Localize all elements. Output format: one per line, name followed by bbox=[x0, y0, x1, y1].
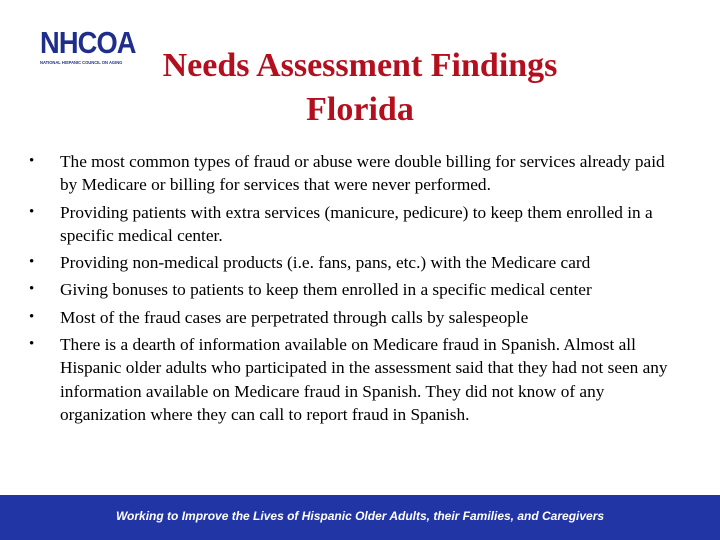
finding-item bbox=[26, 306, 686, 329]
bullet-icon: • bbox=[29, 153, 35, 169]
bullet-icon: • bbox=[29, 203, 35, 220]
logo-name: NHCOA bbox=[40, 25, 136, 60]
finding-text: Providing non-medical products (i.e. fans, pans, etc.) with the Medicare card bbox=[60, 253, 591, 273]
footer-bar bbox=[0, 495, 720, 540]
logo-subtitle: NATIONAL HISPANIC COUNCIL ON AGING bbox=[40, 60, 123, 65]
finding-text: There is a dearth of information available on Medicare fraud in Spanish. Almost all Hispanic older adults who participated in the assessment said that they had not seen any information available on Medicare fraud in Spanish. They did not know of any organization where they can call to report fraud in Spanish. bbox=[60, 335, 668, 424]
bullet-icon: • bbox=[29, 281, 35, 298]
finding-text: Giving bonuses to patients to keep them enrolled in a specific medical center bbox=[60, 280, 592, 300]
bullet-icon: • bbox=[29, 308, 35, 325]
findings-list bbox=[26, 150, 686, 430]
finding-text: Providing patients with extra services (manicure, pedicure) to keep them enrolled in a specific medical center. bbox=[60, 202, 653, 245]
nhcoa-logo bbox=[40, 25, 136, 72]
bullet-icon: • bbox=[29, 254, 35, 271]
slide-title bbox=[120, 44, 600, 132]
finding-text: The most common types of fraud or abuse were double billing for services already paid by Medicare or billing for services that were never performed. bbox=[60, 152, 665, 195]
title-line-1: Needs Assessment Findings bbox=[162, 47, 558, 84]
title-line-2: Florida bbox=[306, 91, 414, 128]
footer-tagline: Working to Improve the Lives of Hispanic Older Adults, their Families, and Caregivers bbox=[115, 509, 605, 523]
finding-item bbox=[26, 333, 686, 426]
finding-item bbox=[26, 278, 686, 301]
bullet-icon: • bbox=[29, 336, 35, 353]
finding-item bbox=[26, 150, 686, 197]
finding-item bbox=[26, 251, 686, 274]
finding-text: Most of the fraud cases are perpetrated through calls by salespeople bbox=[60, 307, 529, 327]
finding-item bbox=[26, 201, 686, 248]
